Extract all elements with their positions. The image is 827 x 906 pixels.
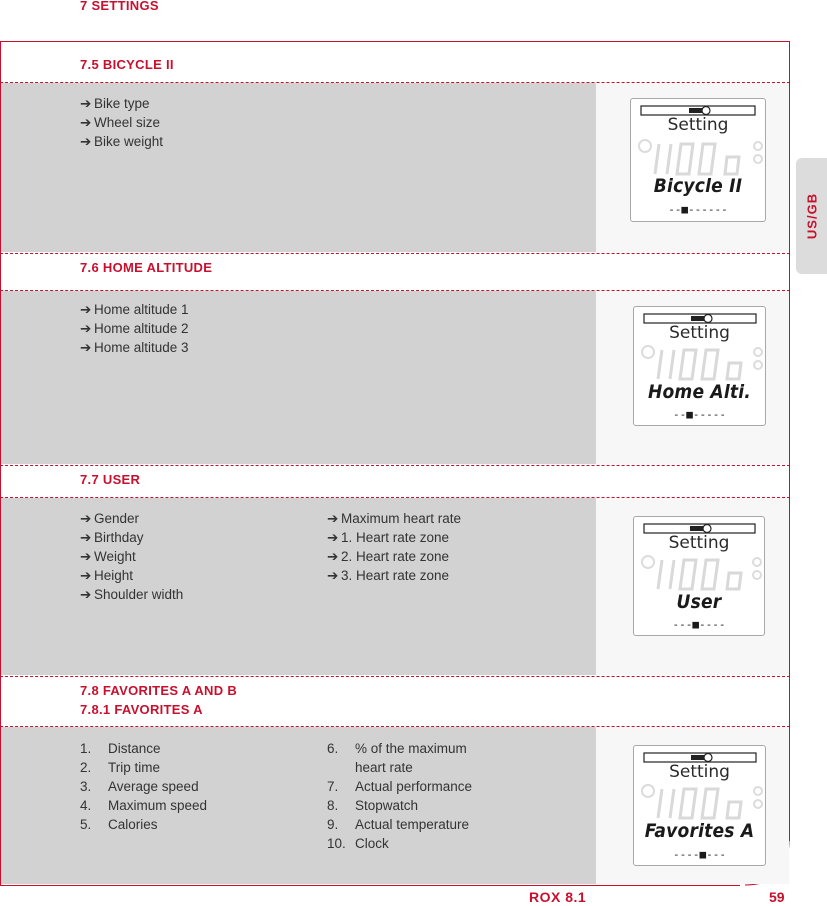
user-item-list-right	[327, 509, 461, 585]
divider	[0, 676, 790, 677]
arrow-icon: ➔	[80, 134, 92, 149]
lcd-main-label: Bicycle II	[653, 175, 743, 197]
list-item: 7. Actual performance	[327, 779, 473, 794]
bicycle-item-list	[80, 94, 163, 151]
frame-top-line	[0, 41, 790, 42]
language-tab-label: US/GB	[804, 192, 819, 240]
arrow-icon: ➔	[80, 568, 92, 583]
chapter-heading: 7 SETTINGS	[80, 0, 159, 13]
list-item: 1. Distance	[80, 741, 161, 756]
section-subtitle-favorites-a: 7.8.1 FAVORITES A	[80, 702, 203, 717]
arrow-icon: ➔	[80, 340, 92, 355]
list-item: ➔ Weight	[80, 549, 136, 564]
list-item: ➔ Home altitude 2	[80, 321, 189, 336]
list-item: 2. Trip time	[80, 760, 161, 775]
page-number: 59	[769, 889, 785, 905]
arrow-icon: ➔	[80, 115, 92, 130]
arrow-icon: ➔	[80, 587, 92, 602]
arrow-icon: ➔	[80, 321, 92, 336]
lcd-setting-label: Setting	[669, 762, 730, 782]
list-item: ➔ Gender	[80, 511, 140, 526]
device-screen	[633, 745, 766, 866]
arrow-icon: ➔	[327, 530, 339, 545]
list-item: 6. % of the maximum heart rate	[327, 741, 467, 775]
favorites-list-left	[80, 739, 207, 834]
arrow-icon: ➔	[80, 96, 92, 111]
lcd-position-dots: ----■---	[673, 848, 726, 861]
arrow-icon: ➔	[80, 530, 92, 545]
lcd-setting-label: Setting	[669, 323, 730, 343]
list-item: ➔ Birthday	[80, 530, 144, 545]
lcd-main-label: Home Alti.	[647, 381, 751, 403]
list-item: ➔ Home altitude 1	[80, 302, 189, 317]
home-altitude-item-list	[80, 300, 189, 357]
lcd-setting-label: Setting	[667, 115, 729, 135]
arrow-icon: ➔	[327, 511, 339, 526]
list-item: ➔ Bike weight	[80, 134, 164, 149]
list-item: 3. Average speed	[80, 779, 199, 794]
list-item: 5. Calories	[80, 817, 158, 832]
list-item: ➔ Wheel size	[80, 115, 161, 130]
frame-right-line	[789, 41, 790, 841]
lcd-position-dots: ---■----	[672, 618, 726, 631]
user-item-list-left	[80, 509, 183, 604]
list-item: ➔ Maximum heart rate	[327, 511, 462, 526]
arrow-icon: ➔	[80, 511, 92, 526]
list-item: 8. Stopwatch	[327, 798, 419, 813]
list-item: 9. Actual temperature	[327, 817, 470, 832]
lcd-main-label: Favorites A	[644, 820, 755, 842]
list-item: ➔ 3. Heart rate zone	[327, 568, 450, 583]
device-screen	[633, 306, 766, 426]
language-tab	[796, 158, 827, 274]
lcd-position-dots: --■-----	[673, 408, 726, 421]
section-title-home-altitude: 7.6 HOME ALTITUDE	[80, 260, 213, 275]
list-item: 4. Maximum speed	[80, 798, 208, 813]
list-item: ➔ 1. Heart rate zone	[327, 530, 450, 545]
list-item: 10. Clock	[327, 836, 389, 851]
device-screen	[630, 98, 766, 222]
arrow-icon: ➔	[327, 549, 339, 564]
device-screen	[633, 516, 765, 636]
arrow-icon: ➔	[80, 549, 92, 564]
favorites-list-right	[327, 739, 497, 853]
section-title-user: 7.7 USER	[80, 472, 141, 487]
lcd-position-dots: --■------	[668, 203, 728, 216]
lcd-main-label: User	[676, 591, 722, 613]
frame-bottom-line	[0, 885, 740, 886]
list-item: ➔ Height	[80, 568, 134, 583]
list-item: ➔ Home altitude 3	[80, 340, 189, 355]
footer-model-name: ROX 8.1	[529, 889, 587, 905]
section-title-favorites: 7.8 FAVORITES A AND B	[80, 683, 238, 698]
list-item: ➔ Shoulder width	[80, 587, 184, 602]
list-item: ➔ 2. Heart rate zone	[327, 549, 450, 564]
lcd-setting-label: Setting	[668, 533, 730, 553]
divider	[0, 253, 790, 254]
section-title-bicycle: 7.5 BICYCLE II	[80, 57, 174, 72]
divider	[0, 465, 790, 466]
list-item: ➔ Bike type	[80, 96, 150, 111]
arrow-icon: ➔	[327, 568, 339, 583]
arrow-icon: ➔	[80, 302, 92, 317]
